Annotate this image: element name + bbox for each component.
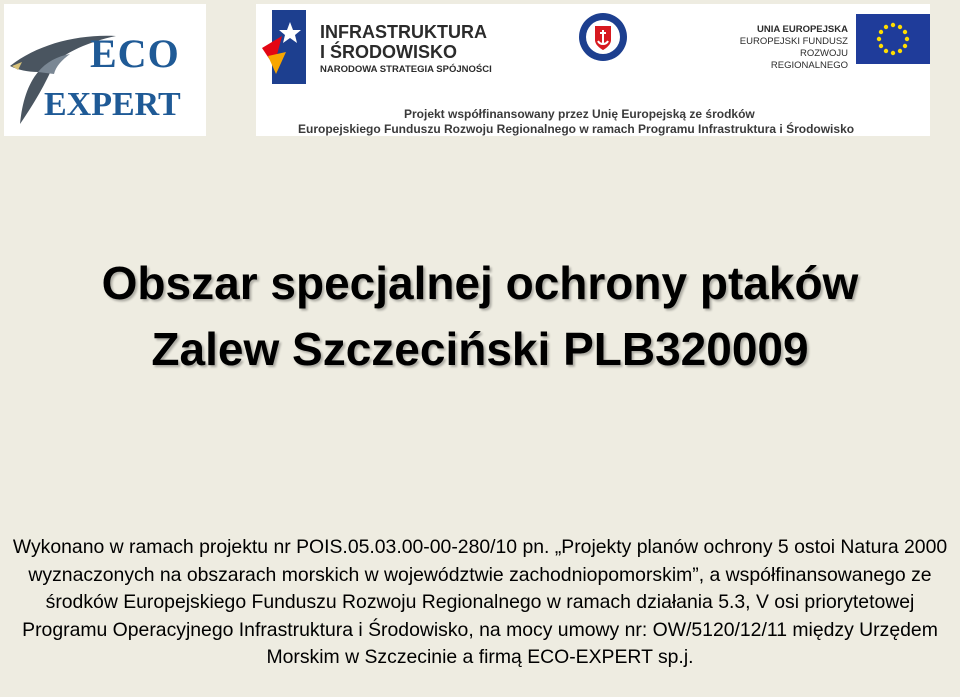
eu-flag-icon xyxy=(856,14,930,64)
program-subtitle: NARODOWA STRATEGIA SPÓJNOŚCI xyxy=(320,64,492,75)
eu-line3: ROZWOJU REGIONALNEGO xyxy=(770,48,848,71)
title-line2: Zalew Szczeciński PLB320009 xyxy=(151,323,809,375)
eu-fund-label xyxy=(724,24,848,72)
eu-line1: UNIA EUROPEJSKA xyxy=(757,24,848,35)
program-title: INFRASTRUKTURA I ŚRODOWISKO xyxy=(320,22,487,62)
eco-wordmark: ECO xyxy=(90,31,180,76)
project-cofinancing-line2: Europejskiego Funduszu Rozwoju Regionalnego w ramach Programu Infrastruktura i Środowisko xyxy=(298,122,855,136)
eu-line2: EUROPEJSKI FUNDUSZ xyxy=(739,36,848,47)
project-description: Wykonano w ramach projektu nr POIS.05.03.00-00-280/10 pn. „Projekty planów ochrony 5 ostoi Natura 2000 wyznaczonych na obszarach morskich w województwie zachodniopomorskim”, a współfinansowanego ze środków Europejskiego Funduszu Rozwoju Regionalnego w ramach działania 5.3, V osi priorytetowej Programu Operacyjnego Infrastruktura i Środowisko, na mocy umowy nr: OW/5120/12/11 między Urzędem Morskim w Szczecinie a firmą ECO-EXPERT sp.j. xyxy=(12,536,948,668)
infrastructure-program-icon xyxy=(260,8,316,88)
title-line1: Obszar specjalnej ochrony ptaków xyxy=(101,257,859,309)
maritime-office-emblem-icon xyxy=(578,12,628,62)
eco-expert-logo xyxy=(4,4,206,136)
project-cofinancing-line1: Projekt współfinansowany przez Unię Europejską ze środków xyxy=(404,107,755,121)
funding-banner xyxy=(256,4,930,136)
page-title xyxy=(0,250,960,382)
expert-wordmark: EXPERT xyxy=(44,86,181,123)
